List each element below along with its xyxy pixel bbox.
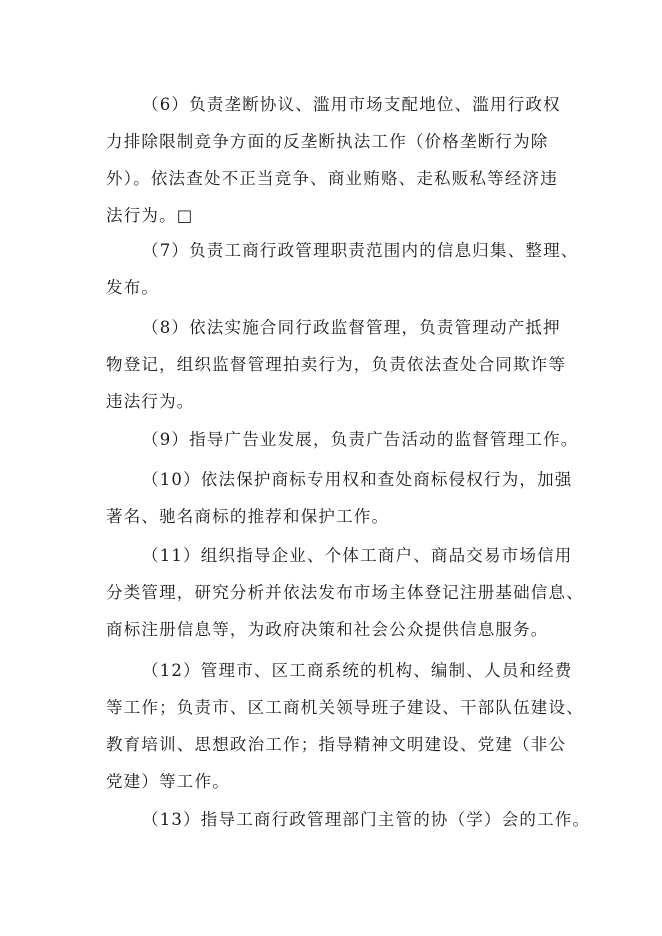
paragraph-10: [106, 461, 573, 535]
paragraph-7: [106, 232, 579, 306]
paragraph-line: 商标注册信息等，为政府决策和社会公众提供信息服务。: [106, 620, 549, 639]
paragraph-line: （13）指导工商行政管理部门主管的协（学）会的工作。: [142, 810, 591, 829]
paragraph-11: [106, 537, 584, 648]
paragraph-line: 分类管理，研究分析并依法发布市场主体登记注册基础信息、: [106, 583, 584, 602]
paragraph-line: （6）负责垄断协议、滥用市场支配地位、滥用行政权: [142, 95, 561, 114]
paragraph-line: （7）负责工商行政管理职责范围内的信息归集、整理、: [142, 241, 579, 260]
paragraph-line: （10）依法保护商标专用权和查处商标侵权行为，加强: [142, 470, 573, 489]
paragraph-line: 等工作；负责市、区工商机关领导班子建设、干部队伍建设、: [106, 698, 584, 717]
paragraph-line: （8）依法实施合同行政监督管理，负责管理动产抵押: [142, 318, 561, 337]
paragraph-12: [106, 652, 584, 800]
paragraph-line: 教育培训、思想政治工作；指导精神文明建设、党建（非公: [106, 735, 567, 754]
paragraph-line: 物登记，组织监督管理拍卖行为，负责依法查处合同欺诈等: [106, 355, 567, 374]
paragraph-line: 力排除限制竞争方面的反垄断执法工作（价格垄断行为除: [106, 132, 549, 151]
paragraph-9: [106, 421, 579, 458]
paragraph-line: 著名、驰名商标的推荐和保护工作。: [106, 507, 390, 526]
paragraph-8: [106, 309, 568, 420]
paragraph-line: （9）指导广告业发展，负责广告活动的监督管理工作。: [142, 430, 579, 449]
paragraph-line: 违法行为。: [106, 392, 195, 411]
paragraph-line: 法行为。□: [106, 206, 194, 225]
paragraph-13: [106, 801, 591, 838]
paragraph-line: 外）。依法查处不正当竞争、商业贿赂、走私贩私等经济违: [106, 169, 558, 188]
paragraph-6: [106, 86, 568, 234]
paragraph-line: （12）管理市、区工商系统的机构、编制、人员和经费: [142, 661, 573, 680]
paragraph-line: 发布。: [106, 278, 160, 297]
paragraph-line: 党建）等工作。: [106, 772, 230, 791]
paragraph-line: （11）组织指导企业、个体工商户、商品交易市场信用: [142, 546, 573, 565]
